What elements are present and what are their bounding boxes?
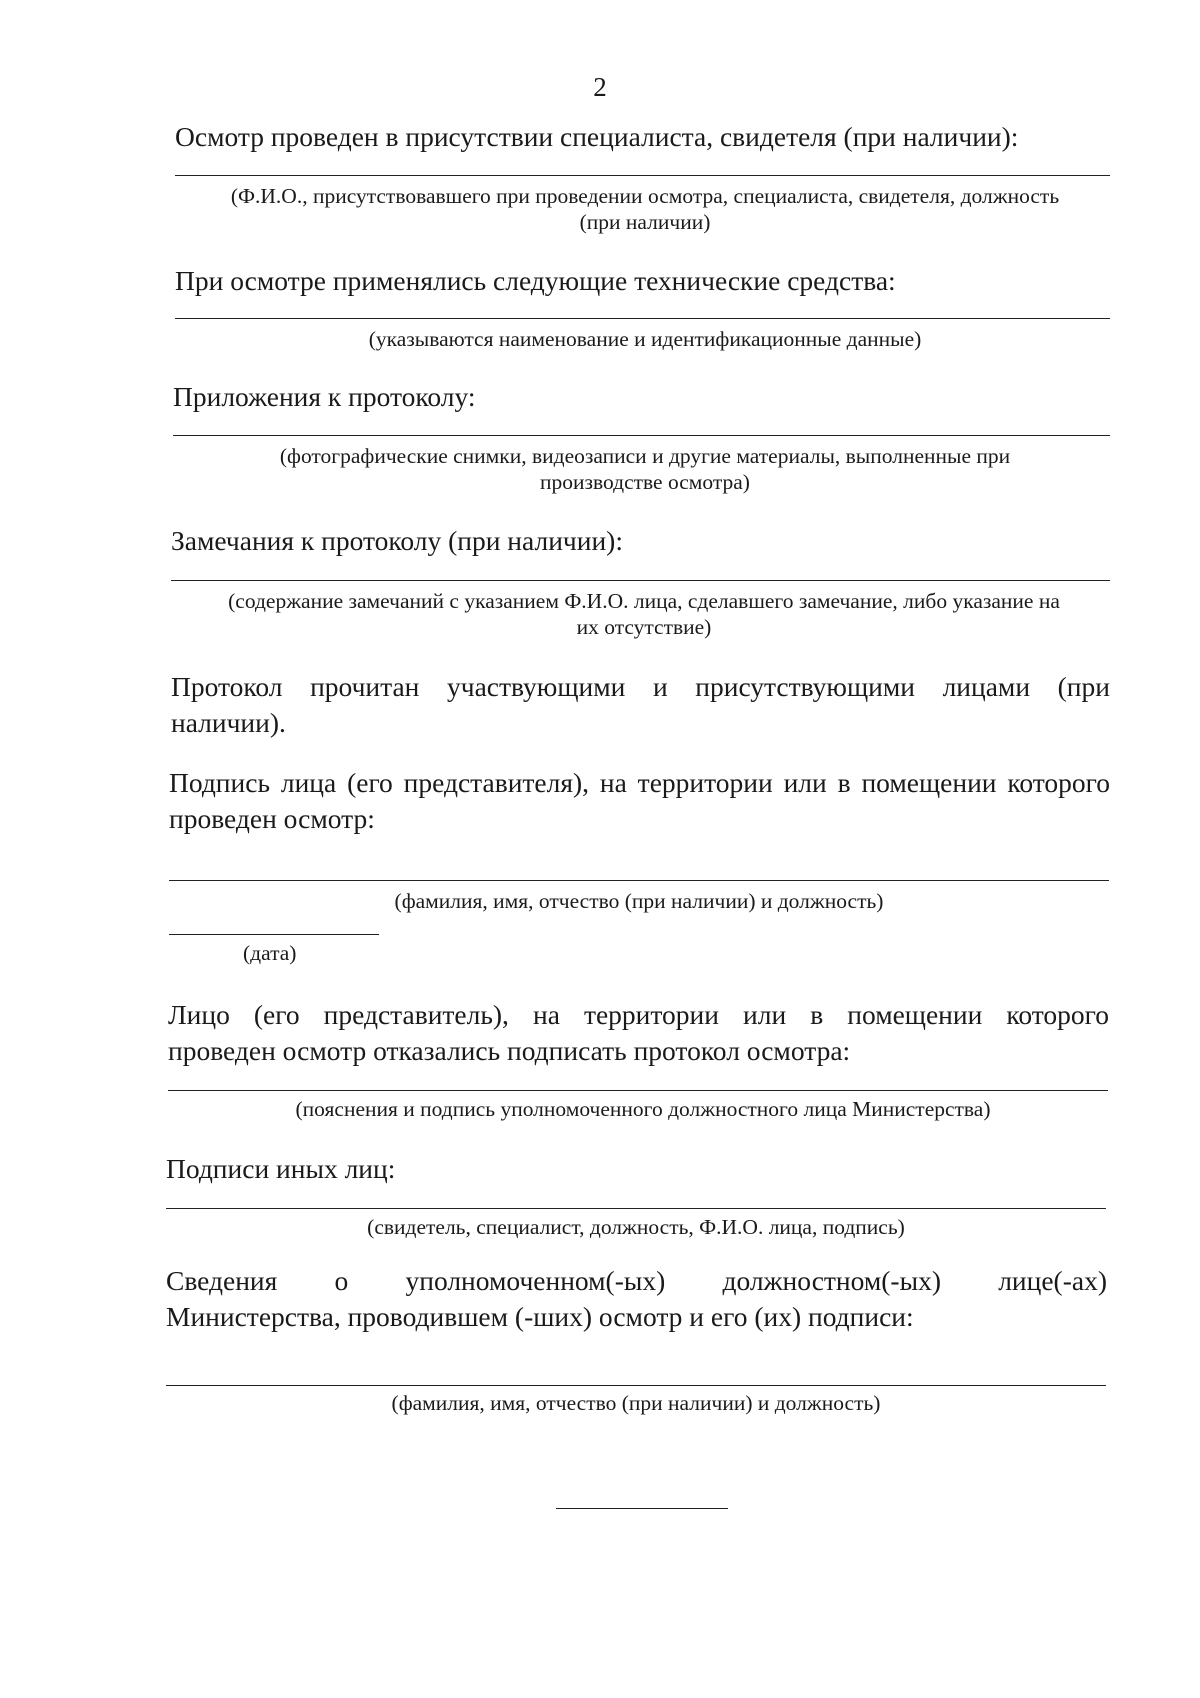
refusal-statement-line-1: Лицо (его представитель), на территории или в помещении которого — [168, 999, 1109, 1030]
attachments-caption-2: производстве осмотра) — [540, 470, 750, 494]
signature-statement-line-1: Подпись лица (его представителя), на территории или в помещении которого — [169, 767, 1110, 798]
others-caption: (свидетель, специалист, должность, Ф.И.О. лица, подпись) — [367, 1215, 905, 1239]
page-number: 2 — [593, 72, 607, 102]
officials-statement-line-1: Сведения о уполномоченном(-ых) должностном(-ых) лице(-ах) — [166, 1265, 1107, 1296]
tech-fill-line — [175, 318, 1110, 319]
read-statement-line-1: Протокол прочитан участвующими и присутствующими лицами (при — [171, 671, 1110, 702]
refusal-caption: (пояснения и подпись уполномоченного должностного лица Министерства) — [295, 1097, 991, 1121]
officials-fill-line — [166, 1385, 1106, 1386]
presence-fill-line — [175, 175, 1110, 176]
attachments-caption-1: (фотографические снимки, видеозаписи и другие материалы, выполненные при — [279, 444, 1011, 468]
officials-caption: (фамилия, имя, отчество (при наличии) и должность) — [391, 1391, 881, 1415]
others-heading: Подписи иных лиц: — [166, 1153, 396, 1184]
remarks-fill-line — [171, 580, 1110, 581]
presence-heading: Осмотр проведен в присутствии специалиста, свидетеля (при наличии): — [175, 121, 1019, 152]
tech-caption: (указываются наименование и идентификационные данные) — [368, 327, 922, 351]
presence-caption-1: (Ф.И.О., присутствовавшего при проведении осмотра, специалиста, свидетеля, должность — [230, 184, 1060, 208]
refusal-fill-line — [168, 1090, 1108, 1091]
date-fill-line — [169, 934, 379, 935]
remarks-caption-1: (содержание замечаний с указанием Ф.И.О. лица, сделавшего замечание, либо указание на — [228, 589, 1060, 613]
remarks-heading: Замечания к протоколу (при наличии): — [171, 525, 623, 556]
date-caption: (дата) — [243, 941, 297, 965]
attachments-heading: Приложения к протоколу: — [173, 381, 476, 412]
signature-fill-line — [169, 880, 1109, 881]
refusal-statement-line-2: проведен осмотр отказались подписать протокол осмотра: — [168, 1035, 851, 1066]
signature-statement-line-2: проведен осмотр: — [169, 803, 375, 834]
end-of-document-rule — [556, 1508, 728, 1509]
signature-caption: (фамилия, имя, отчество (при наличии) и должность) — [394, 889, 884, 913]
others-fill-line — [166, 1208, 1106, 1209]
attachments-fill-line — [173, 435, 1110, 436]
read-statement-line-2: наличии). — [171, 707, 286, 738]
officials-statement-line-2: Министерства, проводившем (-ших) осмотр и его (их) подписи: — [166, 1301, 914, 1332]
remarks-caption-2: их отсутствие) — [576, 615, 712, 639]
presence-caption-2: (при наличии) — [579, 210, 711, 234]
tech-heading: При осмотре применялись следующие технические средства: — [175, 265, 896, 296]
